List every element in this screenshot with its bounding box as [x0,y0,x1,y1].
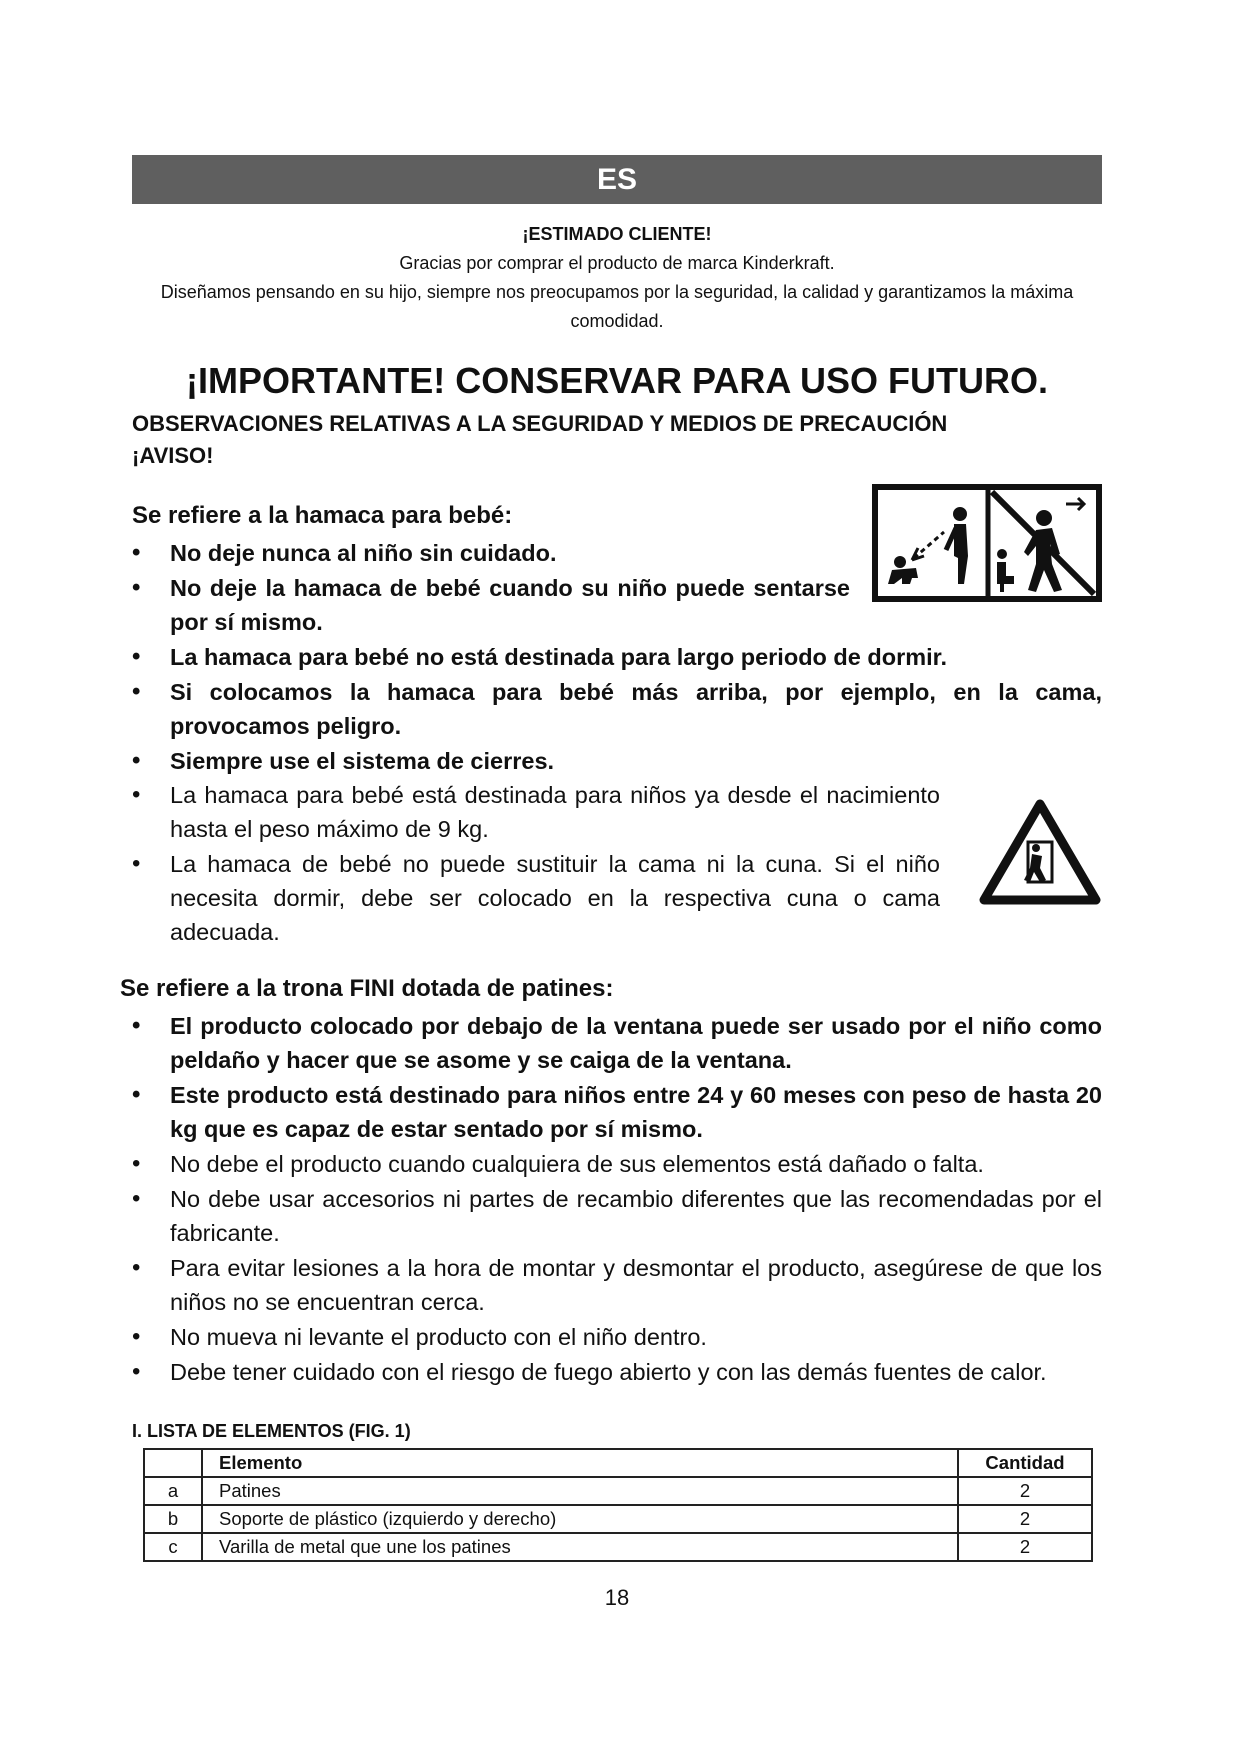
list-item: • No deje la hamaca de bebé cuando su niño puede sentarse por sí mismo. [130,571,850,639]
list-item: • Siempre use el sistema de cierres. [130,744,1102,778]
column-header: Elemento [202,1449,958,1477]
table-row [144,1477,1092,1505]
table-cell: 2 [958,1533,1092,1561]
greeting: ¡ESTIMADO CLIENTE! [522,224,712,244]
unattended-child-warning-icon [872,484,1102,602]
column-header [144,1449,202,1477]
list-item: • No deje nunca al niño sin cuidado. [130,536,850,570]
list-item: • Para evitar lesiones a la hora de montar y desmontar el producto, asegúrese de que los niños no se encuentran cerca. [130,1251,1102,1319]
list-item: • La hamaca de bebé no puede sustituir la cama ni la cuna. Si el niño necesita dormir, debe ser colocado en la respectiva cuna o cama adecuada. [130,847,940,949]
warning-triangle-icon [978,798,1102,906]
intro-line-2: Diseñamos pensando en su hijo, siempre nos preocupamos por la seguridad, la calidad y garantizamos la máxima comodidad. [160,282,1074,331]
list-item: • Este producto está destinado para niños entre 24 y 60 meses con peso de hasta 20 kg que es capaz de estar sentado por sí mismo. [130,1078,1102,1146]
list-item: • La hamaca para bebé no está destinada para largo periodo de dormir. [130,640,1102,674]
list-item: • No debe usar accesorios ni partes de recambio diferentes que las recomendadas por el fabricante. [130,1182,1102,1250]
column-header: Cantidad [958,1449,1092,1477]
table-row [144,1505,1092,1533]
table-cell: a [144,1477,202,1505]
list-item: • No debe el producto cuando cualquiera de sus elementos está dañado o falta. [130,1147,1102,1181]
list-item: • No mueva ni levante el producto con el niño dentro. [130,1320,1102,1354]
table-cell: Soporte de plástico (izquierdo y derecho) [202,1505,958,1533]
warning-label: ¡AVISO! [132,443,214,468]
safety-title: OBSERVACIONES RELATIVAS A LA SEGURIDAD Y MEDIOS DE PRECAUCIÓN [132,411,948,436]
highchair-list [130,1009,1102,1390]
table-cell: c [144,1533,202,1561]
list-item: • La hamaca para bebé está destinada para niños ya desde el nacimiento hasta el peso máximo de 9 kg. [130,778,940,846]
bouncer-list-bottom [130,778,940,950]
bouncer-list-top [130,536,850,640]
bouncer-section-title: Se refiere a la hamaca para bebé: [132,502,513,529]
parts-list-title: I. LISTA DE ELEMENTOS (FIG. 1) [132,1421,411,1441]
list-item: • El producto colocado por debajo de la ventana puede ser usado por el niño como peldaño y hacer que se asome y se caiga de la ventana. [130,1009,1102,1077]
table-cell: 2 [958,1505,1092,1533]
intro-block [132,220,1102,336]
highchair-section-title: Se refiere a la trona FINI dotada de patines: [120,975,614,1002]
intro-line-1: Gracias por comprar el producto de marca Kinderkraft. [399,253,835,273]
page-title: ¡IMPORTANTE! CONSERVAR PARA USO FUTURO. [186,360,1048,401]
parts-table [143,1448,1093,1562]
table-cell: b [144,1505,202,1533]
bouncer-list-middle [130,640,1102,779]
table-row [144,1533,1092,1561]
table-cell: 2 [958,1477,1092,1505]
page-number: 18 [604,1585,630,1610]
table-header-row [144,1449,1092,1477]
list-item: • Debe tener cuidado con el riesgo de fuego abierto y con las demás fuentes de calor. [130,1355,1102,1389]
table-cell: Varilla de metal que une los patines [202,1533,958,1561]
language-header: ES [132,155,1102,204]
table-cell: Patines [202,1477,958,1505]
list-item: • Si colocamos la hamaca para bebé más arriba, por ejemplo, en la cama, provocamos peligro. [130,675,1102,743]
